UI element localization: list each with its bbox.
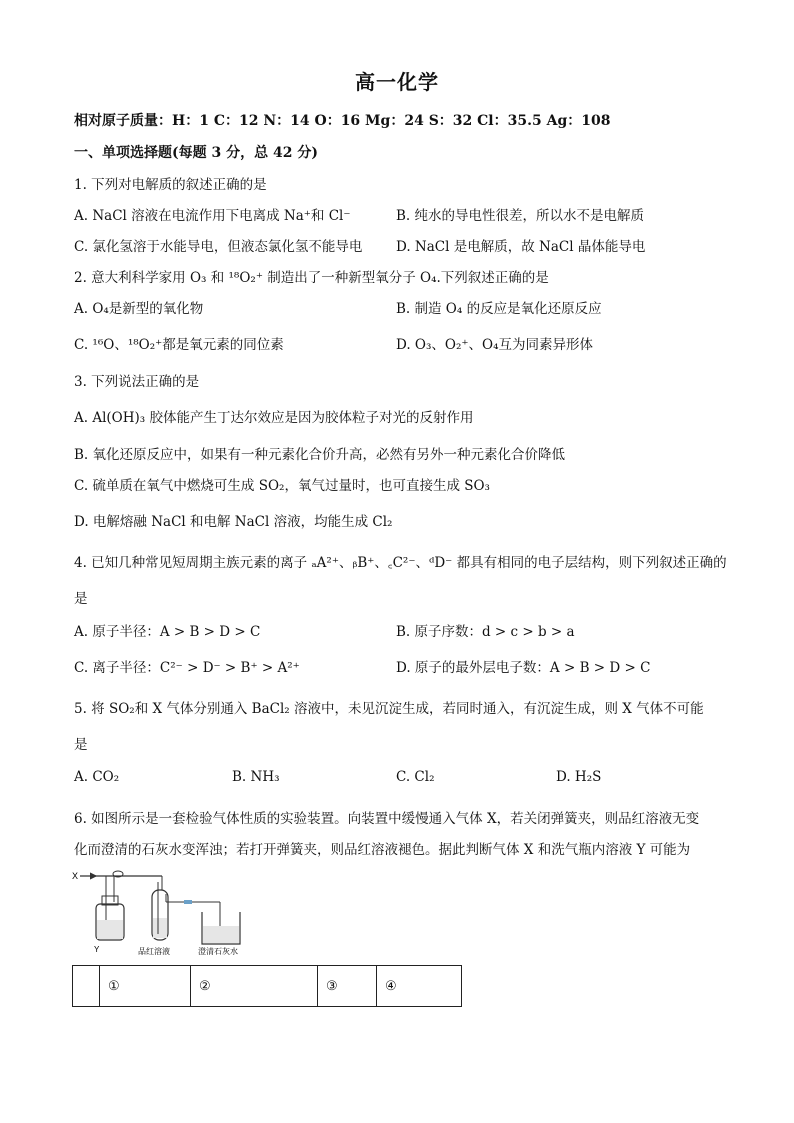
q2-stem: 2. 意大利科学家用 O₃ 和 ¹⁸O₂⁺ 制造出了一种新型氧分子 O₄.下列叙述正确的是 [74, 270, 549, 286]
q4-stem-line1: 4. 已知几种常见短周期主族元素的离子 ₐA²⁺、ᵦB⁺、꜀C²⁻、ᵈD⁻ 都具有相同的电子层结构，则下列叙述正确的 [74, 555, 727, 571]
atomic-masses: 相对原子质量：H：1 C：12 N：14 O：16 Mg：24 S：32 Cl：35.5 Ag：108 [74, 113, 611, 129]
q2-option-a: A. O₄是新型的氧化物 [74, 301, 204, 317]
q3-option-b: B. 氧化还原反应中，如果有一种元素化合价升高，必然有另外一种元素化合价降低 [74, 447, 566, 463]
q2-option-b: B. 制造 O₄ 的反应是氧化还原反应 [396, 301, 602, 317]
label-pinhong: 品红溶液 [138, 947, 170, 956]
q6-stem-line2: 化而澄清的石灰水变浑浊；若打开弹簧夹，则品红溶液褪色。据此判断气体 X 和洗气瓶内溶液 Y 可能为 [74, 842, 691, 858]
label-y: Y [94, 945, 100, 954]
q5-option-b: B. NH₃ [232, 769, 280, 785]
q4-option-b: B. 原子序数：d > c > b > a [396, 624, 575, 640]
page-title: 高一化学 [355, 70, 439, 94]
q2-option-d: D. O₃、O₂⁺、O₄互为同素异形体 [396, 337, 593, 353]
q4-option-a: A. 原子半径：A > B > D > C [74, 624, 261, 640]
label-x: X [72, 871, 79, 881]
q1-stem: 1. 下列对电解质的叙述正确的是 [74, 177, 267, 193]
q1-option-a: A. NaCl 溶液在电流作用下电离成 Na⁺和 Cl⁻ [74, 208, 351, 224]
q5-option-c: C. Cl₂ [396, 769, 435, 785]
table-cell: ④ [377, 966, 462, 1007]
q1-option-c: C. 氯化氢溶于水能导电，但液态氯化氢不能导电 [74, 239, 363, 255]
q6-stem-line1: 6. 如图所示是一套检验气体性质的实验装置。向装置中缓慢通入气体 X，若关闭弹簧夹，则品红溶液无变 [74, 811, 700, 827]
q1-option-b: B. 纯水的导电性很差，所以水不是电解质 [396, 208, 645, 224]
q5-option-d: D. H₂S [556, 769, 602, 785]
q4-option-c: C. 离子半径：C²⁻ > D⁻ > B⁺ > A²⁺ [74, 660, 300, 676]
table-cell: ② [191, 966, 318, 1007]
label-limewater: 澄清石灰水 [198, 947, 238, 956]
table-cell: ③ [318, 966, 377, 1007]
q3-option-d: D. 电解熔融 NaCl 和电解 NaCl 溶液，均能生成 Cl₂ [74, 514, 393, 530]
answer-table [72, 965, 462, 1007]
q1-option-d: D. NaCl 是电解质，故 NaCl 晶体能导电 [396, 239, 646, 255]
q5-stem-line2: 是 [74, 737, 88, 753]
table-cell [73, 966, 100, 1007]
q2-option-c: C. ¹⁶O、¹⁸O₂⁺都是氧元素的同位素 [74, 337, 284, 353]
table-cell: ① [100, 966, 191, 1007]
q3-option-c: C. 硫单质在氧气中燃烧可生成 SO₂，氧气过量时，也可直接生成 SO₃ [74, 478, 490, 494]
q5-stem-line1: 5. 将 SO₂和 X 气体分别通入 BaCl₂ 溶液中，未见沉淀生成，若同时通入，有沉淀生成，则 X 气体不可能 [74, 701, 704, 717]
q4-stem-line2: 是 [74, 591, 88, 607]
section-heading: 一、单项选择题(每题 3 分，总 42 分) [74, 145, 318, 161]
q4-option-d: D. 原子的最外层电子数：A > B > D > C [396, 660, 651, 676]
apparatus-diagram [70, 868, 260, 960]
table-row [73, 966, 462, 1007]
q3-stem: 3. 下列说法正确的是 [74, 374, 200, 390]
q3-option-a: A. Al(OH)₃ 胶体能产生丁达尔效应是因为胶体粒子对光的反射作用 [74, 410, 474, 426]
q5-option-a: A. CO₂ [74, 769, 120, 785]
